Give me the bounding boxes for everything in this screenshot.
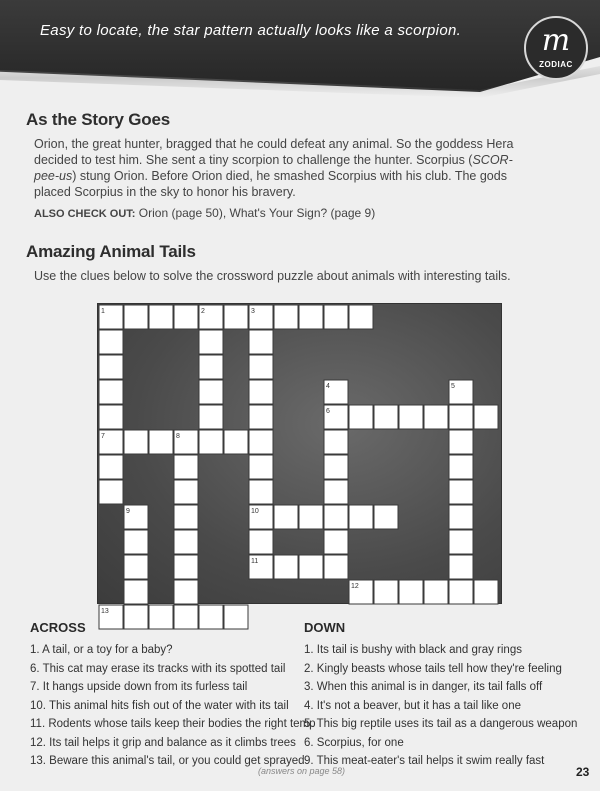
down-list <box>304 641 577 771</box>
crossword-number: 6 <box>326 408 330 415</box>
crossword-cell <box>299 305 323 329</box>
scorpio-symbol-icon: m <box>541 23 571 58</box>
crossword-cell <box>324 555 348 579</box>
answers-note: (answers on page 58) <box>258 766 346 776</box>
crossword-cell <box>249 530 273 554</box>
header-tagline: Easy to locate, the star pattern actually looks like a scorpion. <box>40 22 462 39</box>
across-list <box>30 641 316 771</box>
down-clue: 5. This big reptile uses its tail as a dangerous weapon <box>304 718 578 730</box>
crossword-cell <box>249 355 273 379</box>
crossword-number: 7 <box>101 433 105 440</box>
crossword-cell <box>149 430 173 454</box>
crossword-cell <box>174 580 198 604</box>
crossword-cell <box>399 405 423 429</box>
crossword-number: 4 <box>326 383 330 390</box>
down-clue: 4. It's not a beaver, but it has a tail like one <box>304 699 521 712</box>
crossword-number: 1 <box>101 308 105 315</box>
crossword-number: 5 <box>451 383 455 390</box>
crossword-number: 2 <box>201 308 205 315</box>
crossword-cell <box>449 455 473 479</box>
crossword-cell <box>449 530 473 554</box>
crossword-number: 8 <box>176 433 180 440</box>
crossword-cell <box>99 480 123 504</box>
zodiac-badge <box>524 16 588 80</box>
crossword-number: 13 <box>101 608 109 615</box>
crossword-number: 11 <box>251 558 259 565</box>
puzzle-heading: Amazing Animal Tails <box>26 242 196 261</box>
crossword-cell <box>224 305 248 329</box>
across-clue: 11. Rodents whose tails keep their bodies the right temp <box>30 718 316 730</box>
crossword-cell <box>449 480 473 504</box>
crossword-cell <box>324 530 348 554</box>
also-check-out-links: Orion (page 50), What's Your Sign? (page 9) <box>135 206 376 220</box>
crossword-cell <box>199 405 223 429</box>
crossword-cell <box>324 430 348 454</box>
story-heading: As the Story Goes <box>26 110 170 129</box>
crossword-cell <box>349 505 373 529</box>
crossword-grid <box>98 304 501 615</box>
down-clue: 3. When this animal is in danger, its tail falls off <box>304 681 543 693</box>
crossword-cell <box>324 455 348 479</box>
crossword-cell <box>474 580 498 604</box>
crossword-cell <box>274 505 298 529</box>
crossword-cell <box>324 505 348 529</box>
down-clue: 9. This meat-eater's tail helps it swim really fast <box>304 755 545 767</box>
crossword-cell <box>99 355 123 379</box>
crossword-cell <box>449 430 473 454</box>
down-clues <box>304 620 577 771</box>
story-text <box>34 136 534 200</box>
crossword-cell <box>199 430 223 454</box>
crossword-cell <box>249 330 273 354</box>
puzzle-instructions: Use the clues below to solve the crossword puzzle about animals with interesting tails. <box>34 269 511 283</box>
crossword-cell <box>99 330 123 354</box>
crossword-number: 10 <box>251 508 259 515</box>
crossword-cell <box>324 305 348 329</box>
across-clue: 7. It hangs upside down from its furless tail <box>30 681 248 693</box>
across-clue: 12. Its tail helps it grip and balance as it climbs trees <box>30 736 296 749</box>
down-clue: 2. Kingly beasts whose tails tell how they're feeling <box>304 662 562 675</box>
crossword-cell <box>99 405 123 429</box>
crossword-cell <box>374 505 398 529</box>
badge-label: ZODIAC <box>539 60 573 69</box>
across-clue: 10. This animal hits fish out of the water with its tail <box>30 699 289 712</box>
also-check-out-label: ALSO CHECK OUT: <box>34 208 136 220</box>
down-clue: 6. Scorpius, for one <box>304 736 404 749</box>
crossword-cell <box>449 405 473 429</box>
crossword-cell <box>474 405 498 429</box>
crossword-cell <box>124 430 148 454</box>
crossword-cell <box>199 355 223 379</box>
crossword-cell <box>174 305 198 329</box>
across-heading: ACROSS <box>30 620 86 635</box>
crossword-cell <box>174 505 198 529</box>
crossword-number: 12 <box>351 583 359 590</box>
crossword-cell <box>174 480 198 504</box>
crossword-cell <box>424 405 448 429</box>
crossword-number: 9 <box>126 508 130 515</box>
crossword-cell <box>449 580 473 604</box>
story-text-part1: Orion, the great hunter, bragged that he could defeat any animal. So the goddess Hera decided to test him. She sent a tiny scorpion to challenge the hunter. Scorpius ( <box>34 137 514 167</box>
crossword-cell <box>174 455 198 479</box>
crossword-cell <box>124 555 148 579</box>
story-pronunciation: SCOR-pee-us <box>34 153 513 183</box>
crossword-cell <box>149 305 173 329</box>
crossword-cell <box>249 380 273 404</box>
crossword-cell <box>124 530 148 554</box>
across-clues <box>30 620 316 771</box>
crossword-cell <box>174 530 198 554</box>
crossword-cell <box>349 405 373 429</box>
crossword-cell <box>124 305 148 329</box>
crossword-puzzle <box>97 303 502 615</box>
down-heading: DOWN <box>304 620 346 635</box>
crossword-cell <box>124 580 148 604</box>
crossword-cell <box>449 555 473 579</box>
crossword-cell <box>449 505 473 529</box>
crossword-cell <box>224 430 248 454</box>
crossword-cell <box>324 480 348 504</box>
crossword-cell <box>349 305 373 329</box>
across-clue: 1. A tail, or a toy for a baby? <box>30 644 173 656</box>
crossword-cell <box>249 430 273 454</box>
across-clue: 13. Beware this animal's tail, or you could get sprayed <box>30 755 305 767</box>
crossword-cell <box>174 555 198 579</box>
crossword-cell <box>274 305 298 329</box>
down-clue: 1. Its tail is bushy with black and gray rings <box>304 644 522 656</box>
crossword-cell <box>374 580 398 604</box>
crossword-cell <box>99 455 123 479</box>
crossword-cell <box>374 405 398 429</box>
page-number: 23 <box>576 765 590 779</box>
crossword-cell <box>424 580 448 604</box>
crossword-number: 3 <box>251 308 255 315</box>
across-clue: 6. This cat may erase its tracks with its spotted tail <box>30 662 286 675</box>
crossword-cell <box>399 580 423 604</box>
crossword-cell <box>249 405 273 429</box>
also-check-out <box>34 206 375 220</box>
crossword-cell <box>199 380 223 404</box>
crossword-cell <box>249 480 273 504</box>
crossword-cell <box>199 330 223 354</box>
crossword-cell <box>299 555 323 579</box>
crossword-cell <box>299 505 323 529</box>
crossword-cell <box>249 455 273 479</box>
story-text-part2: ) stung Orion. Before Orion died, he smashed Scorpius with his club. The gods placed Scorpius in the sky to honor his bravery. <box>34 169 507 199</box>
crossword-cell <box>274 555 298 579</box>
crossword-cell <box>99 380 123 404</box>
